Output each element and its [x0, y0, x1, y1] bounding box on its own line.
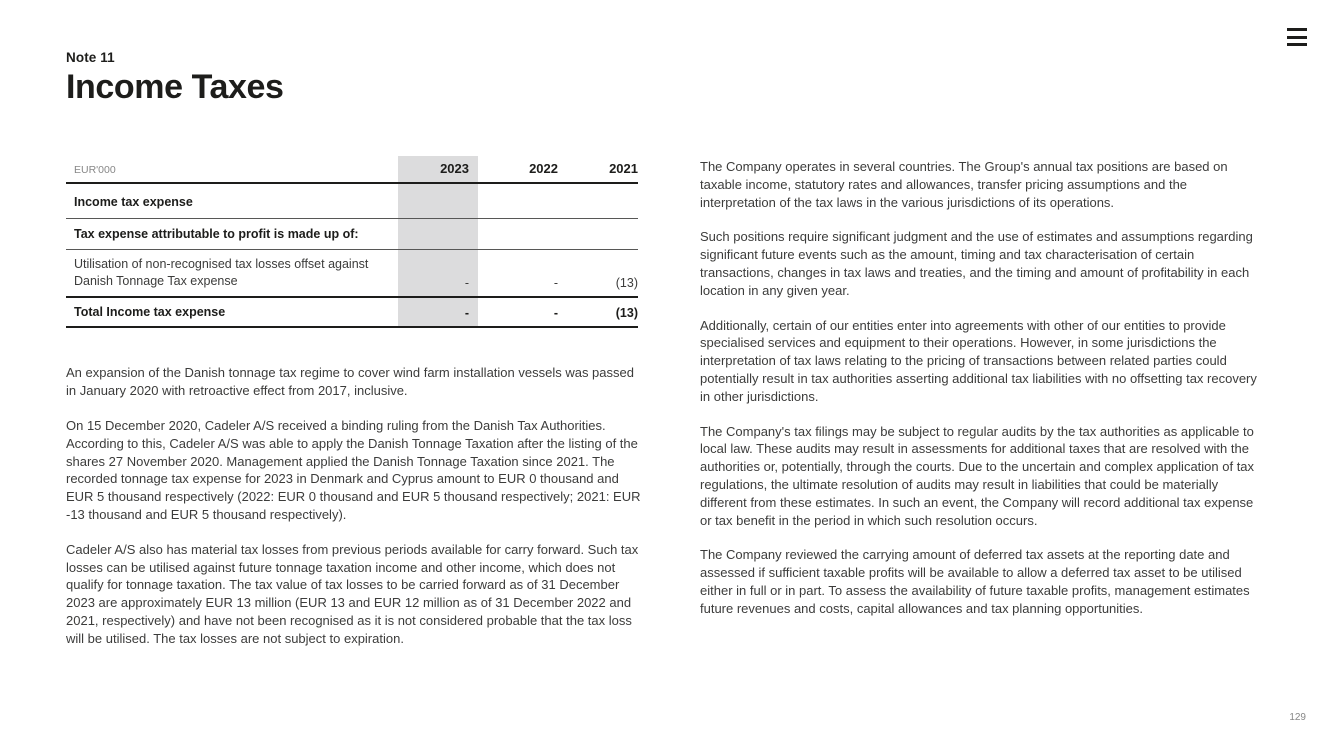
right-column: [700, 156, 1263, 665]
column-header-2023: 2023: [398, 156, 478, 183]
table-row-total-income-tax-expense: [66, 297, 638, 328]
paragraph-tax-losses: Cadeler A/S also has material tax losses from previous periods available for carry forward. Such tax losses can be utilised against future tonnage taxation income and other income, which does not qualify for tonnage taxation. The tax value of tax losses to be carried forward as of 31 December 2023 are approximately EUR 13 million (EUR 13 and EUR 12 million as of 31 December 2022 and 2021, respectively) and have not been recognised as it is not considered probable that the tax loss will be utilised. The tax losses are not subject to expiration.: [66, 541, 639, 646]
table-header-row: [66, 156, 638, 183]
cell-2023: -: [398, 249, 478, 296]
paragraph-binding-ruling: On 15 December 2020, Cadeler A/S received a binding ruling from the Danish Tax Authorities. According to this, Cadeler A/S was able to apply the Danish Tonnage Taxation after the listing of the shares 27 November 2020. Management applied the Danish Tonnage Taxation since 2021. The recorded tonnage tax expense for 2023 in Denmark and Cyprus amount to EUR 0 thousand and EUR 5 thousand respectively (2022: EUR 0 thousand and EUR 5 thousand respectively; 2021: EUR -13 thousand and EUR 5 thousand respectively).: [66, 417, 641, 522]
paragraph-company-operates: The Company operates in several countries. The Group's annual tax positions are based on taxable income, statutory rates and allowances, transfer pricing assumptions and the interpretation of the tax laws in the various jurisdictions of its operations.: [700, 159, 1228, 210]
table-row-income-tax-expense: [66, 183, 638, 218]
paragraph-positions-judgment: Such positions require significant judgment and the use of estimates and assumptions regarding significant future events such as the amount, timing and tax characterisation of certain transactions, changes in tax laws and treaties, and the timing and amount of profitability in each location in any given year.: [700, 229, 1253, 298]
paragraph-entities-agreements: Additionally, certain of our entities enter into agreements with other of our entities to provide specialised services and equipment to their operations. However, in some jurisdictions the interpretation of tax laws relating to the pricing of transactions between related parties could potentially result in tax authorities asserting additional tax liabilities with no offsetting tax recovery in other jurisdictions.: [700, 317, 1257, 404]
two-column-layout: [66, 156, 1263, 665]
column-header-2021: 2021: [609, 161, 638, 176]
row-label: Tax expense attributable to profit is made up of:: [74, 226, 359, 241]
paragraph-tax-filings-audits: The Company's tax filings may be subject to regular audits by the tax authorities as applicable to local law. These audits may result in assessments for additional taxes that are resolved with the authorities or, potentially, through the courts. Due to the uncertain and complex application of tax regulations, the ultimate resolution of audits may result in liabilities that could be materially different from these estimates. In such an event, the Company will record additional tax expense or tax benefit in the period in which such resolution occurs.: [700, 423, 1255, 528]
cell-2022: -: [553, 306, 558, 321]
table-row-tax-expense-attributable: [66, 218, 638, 249]
hamburger-menu-icon: [1287, 28, 1307, 46]
cell-2021: [558, 218, 638, 249]
menu-button[interactable]: [1285, 26, 1309, 48]
cell-2021: (13): [615, 275, 638, 290]
left-column: [66, 156, 643, 665]
paragraph-tonnage-expansion: An expansion of the Danish tonnage tax regime to cover wind farm installation vessels was passed in January 2020 with retroactive effect from 2017, inclusive.: [66, 365, 634, 399]
income-tax-table: [66, 156, 638, 328]
cell-2022: [478, 183, 558, 218]
cell-2022: -: [553, 275, 558, 290]
paragraph-deferred-tax-assets: The Company reviewed the carrying amount of deferred tax assets at the reporting date and assessed if sufficient taxable profits will be available to allow a deferred tax asset to be utilised either in full or in part. To assess the availability of future taxable profits, management estimates future revenues and costs, capital allowances and tax planning opportunities.: [700, 547, 1250, 616]
cell-2023: [398, 183, 478, 218]
cell-2022: [478, 218, 558, 249]
page-title: Income Taxes: [66, 68, 284, 106]
column-header-2022: 2022: [529, 161, 558, 176]
table-row-utilisation-tax-losses: [66, 249, 638, 296]
cell-2021: (13): [615, 306, 638, 321]
cell-2023: [398, 218, 478, 249]
cell-2021: [558, 183, 638, 218]
row-label: Utilisation of non-recognised tax losses offset against Danish Tonnage Tax expense: [74, 256, 369, 288]
page-number: 129: [1289, 712, 1306, 723]
cell-2023: -: [398, 297, 478, 328]
table-unit-label: EUR'000: [74, 164, 116, 176]
row-label: Total Income tax expense: [74, 304, 226, 319]
row-label: Income tax expense: [74, 195, 193, 209]
note-label: Note 11: [66, 50, 115, 65]
